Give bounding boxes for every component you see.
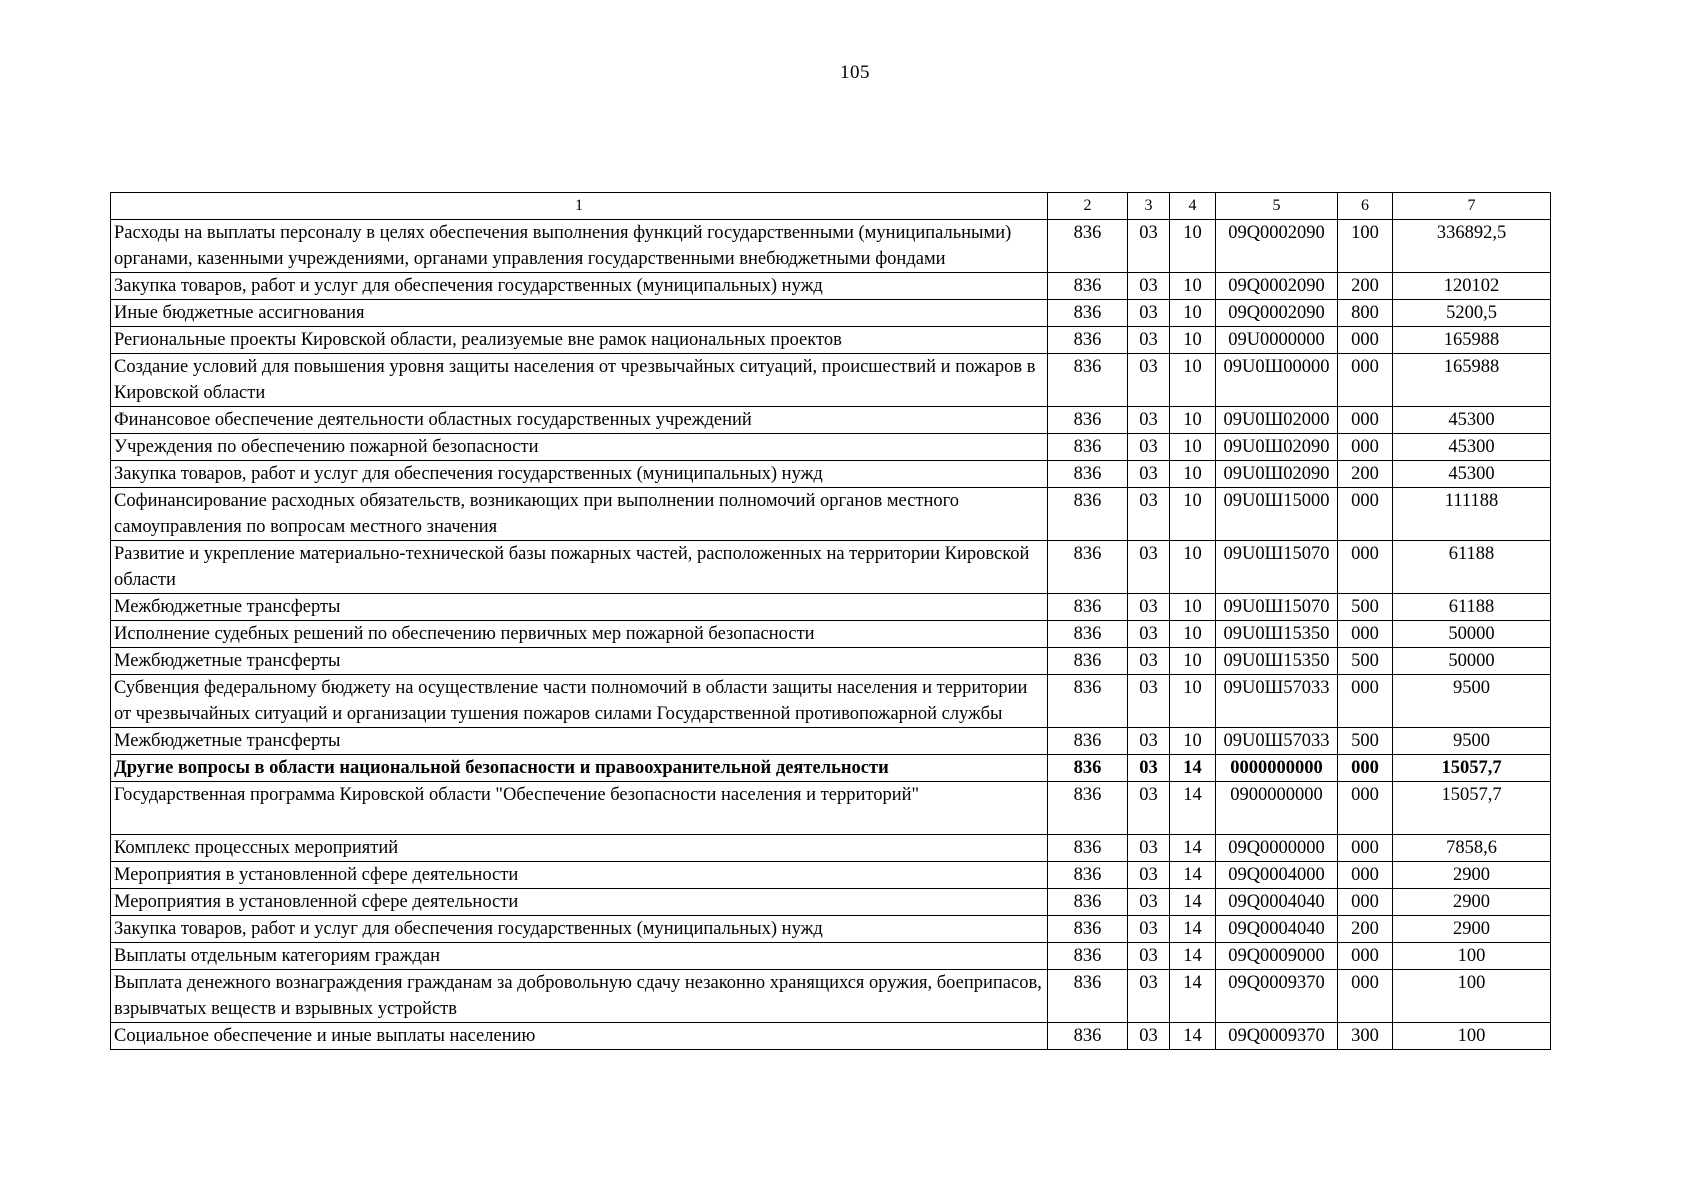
section-code-cell: 03 — [1128, 407, 1170, 434]
expense-type-cell: 000 — [1338, 407, 1393, 434]
subsection-code-cell: 10 — [1170, 407, 1216, 434]
amount-cell: 50000 — [1393, 621, 1551, 648]
target-article-cell: 09U0Ш15000 — [1216, 488, 1338, 541]
row-name-cell: Создание условий для повышения уровня защиты населения от чрезвычайных ситуаций, происшествий и пожаров в Кировской области — [111, 354, 1048, 407]
row-name-cell: Выплата денежного вознаграждения гражданам за добровольную сдачу незаконно хранящихся оружия, боеприпасов, взрывчатых веществ и взрывных устройств — [111, 970, 1048, 1023]
section-code-cell: 03 — [1128, 889, 1170, 916]
expense-type-cell: 000 — [1338, 943, 1393, 970]
subsection-code-cell: 14 — [1170, 782, 1216, 835]
row-name-cell: Расходы на выплаты персоналу в целях обеспечения выполнения функций государственными (муниципальными) органами, казенными учреждениями, органами управления государственными внебюджетными фондами — [111, 220, 1048, 273]
chapter-code-cell: 836 — [1048, 327, 1128, 354]
header-cell: 5 — [1216, 193, 1338, 220]
target-article-cell: 09U0Ш15350 — [1216, 621, 1338, 648]
page-number: 105 — [840, 62, 870, 83]
amount-cell: 100 — [1393, 970, 1551, 1023]
table-row — [111, 889, 1551, 916]
amount-cell: 9500 — [1393, 675, 1551, 728]
table-row — [111, 461, 1551, 488]
chapter-code-cell: 836 — [1048, 541, 1128, 594]
target-article-cell: 09U0000000 — [1216, 327, 1338, 354]
subsection-code-cell: 10 — [1170, 621, 1216, 648]
target-article-cell: 09Q0009370 — [1216, 1023, 1338, 1050]
amount-cell: 2900 — [1393, 889, 1551, 916]
subsection-code-cell: 14 — [1170, 970, 1216, 1023]
section-code-cell: 03 — [1128, 541, 1170, 594]
target-article-cell: 09U0Ш00000 — [1216, 354, 1338, 407]
section-code-cell: 03 — [1128, 916, 1170, 943]
target-article-cell: 09U0Ш15070 — [1216, 541, 1338, 594]
amount-cell: 61188 — [1393, 594, 1551, 621]
table-row — [111, 675, 1551, 728]
section-code-cell: 03 — [1128, 943, 1170, 970]
chapter-code-cell: 836 — [1048, 916, 1128, 943]
amount-cell: 165988 — [1393, 354, 1551, 407]
expense-type-cell: 200 — [1338, 916, 1393, 943]
row-name-cell: Межбюджетные трансферты — [111, 728, 1048, 755]
expense-type-cell: 000 — [1338, 541, 1393, 594]
target-article-cell: 09U0Ш02090 — [1216, 461, 1338, 488]
expense-type-cell: 000 — [1338, 488, 1393, 541]
amount-cell: 50000 — [1393, 648, 1551, 675]
expense-type-cell: 000 — [1338, 675, 1393, 728]
section-code-cell: 03 — [1128, 970, 1170, 1023]
row-name-cell: Закупка товаров, работ и услуг для обеспечения государственных (муниципальных) нужд — [111, 916, 1048, 943]
table-row — [111, 728, 1551, 755]
row-name-cell: Региональные проекты Кировской области, реализуемые вне рамок национальных проектов — [111, 327, 1048, 354]
expense-type-cell: 100 — [1338, 220, 1393, 273]
row-name-cell: Развитие и укрепление материально-технической базы пожарных частей, расположенных на территории Кировской области — [111, 541, 1048, 594]
chapter-code-cell: 836 — [1048, 488, 1128, 541]
subsection-code-cell: 14 — [1170, 916, 1216, 943]
chapter-code-cell: 836 — [1048, 782, 1128, 835]
target-article-cell: 09Q0002090 — [1216, 273, 1338, 300]
table-row — [111, 488, 1551, 541]
chapter-code-cell: 836 — [1048, 594, 1128, 621]
row-name-cell: Межбюджетные трансферты — [111, 594, 1048, 621]
chapter-code-cell: 836 — [1048, 1023, 1128, 1050]
table-row — [111, 782, 1551, 835]
subsection-code-cell: 10 — [1170, 434, 1216, 461]
target-article-cell: 09Q0002090 — [1216, 220, 1338, 273]
chapter-code-cell: 836 — [1048, 220, 1128, 273]
target-article-cell: 09U0Ш02000 — [1216, 407, 1338, 434]
table-row — [111, 541, 1551, 594]
target-article-cell: 09Q0004040 — [1216, 916, 1338, 943]
section-code-cell: 03 — [1128, 782, 1170, 835]
header-cell: 3 — [1128, 193, 1170, 220]
table-row — [111, 621, 1551, 648]
chapter-code-cell: 836 — [1048, 407, 1128, 434]
amount-cell: 45300 — [1393, 461, 1551, 488]
table-row — [111, 594, 1551, 621]
header-cell: 2 — [1048, 193, 1128, 220]
section-code-cell: 03 — [1128, 675, 1170, 728]
subsection-code-cell: 10 — [1170, 488, 1216, 541]
amount-cell: 120102 — [1393, 273, 1551, 300]
amount-cell: 2900 — [1393, 862, 1551, 889]
table-row — [111, 354, 1551, 407]
expense-type-cell: 800 — [1338, 300, 1393, 327]
target-article-cell: 09Q0000000 — [1216, 835, 1338, 862]
chapter-code-cell: 836 — [1048, 862, 1128, 889]
target-article-cell: 0000000000 — [1216, 755, 1338, 782]
expense-type-cell: 000 — [1338, 889, 1393, 916]
chapter-code-cell: 836 — [1048, 273, 1128, 300]
amount-cell: 111188 — [1393, 488, 1551, 541]
amount-cell: 336892,5 — [1393, 220, 1551, 273]
chapter-code-cell: 836 — [1048, 728, 1128, 755]
section-code-cell: 03 — [1128, 434, 1170, 461]
table-row — [111, 300, 1551, 327]
row-name-cell: Финансовое обеспечение деятельности областных государственных учреждений — [111, 407, 1048, 434]
target-article-cell: 09U0Ш15350 — [1216, 648, 1338, 675]
section-code-cell: 03 — [1128, 835, 1170, 862]
target-article-cell: 09U0Ш02090 — [1216, 434, 1338, 461]
row-name-cell: Государственная программа Кировской области "Обеспечение безопасности населения и территорий" — [111, 782, 1048, 835]
table-row — [111, 327, 1551, 354]
row-name-cell: Софинансирование расходных обязательств, возникающих при выполнении полномочий органов местного самоуправления по вопросам местного значения — [111, 488, 1048, 541]
target-article-cell: 09U0Ш15070 — [1216, 594, 1338, 621]
table-row — [111, 648, 1551, 675]
section-code-cell: 03 — [1128, 300, 1170, 327]
chapter-code-cell: 836 — [1048, 300, 1128, 327]
row-name-cell: Закупка товаров, работ и услуг для обеспечения государственных (муниципальных) нужд — [111, 461, 1048, 488]
table-row — [111, 220, 1551, 273]
target-article-cell: 09Q0009000 — [1216, 943, 1338, 970]
table-header-row — [111, 193, 1551, 220]
row-name-cell: Субвенция федеральному бюджету на осуществление части полномочий в области защиты населения и территории от чрезвычайных ситуаций и организации тушения пожаров силами Государственной противопожарной службы — [111, 675, 1048, 728]
chapter-code-cell: 836 — [1048, 354, 1128, 407]
subsection-code-cell: 14 — [1170, 755, 1216, 782]
row-name-cell: Межбюджетные трансферты — [111, 648, 1048, 675]
chapter-code-cell: 836 — [1048, 675, 1128, 728]
row-name-cell: Мероприятия в установленной сфере деятельности — [111, 862, 1048, 889]
amount-cell: 2900 — [1393, 916, 1551, 943]
expense-type-cell: 000 — [1338, 434, 1393, 461]
subsection-code-cell: 10 — [1170, 327, 1216, 354]
chapter-code-cell: 836 — [1048, 970, 1128, 1023]
chapter-code-cell: 836 — [1048, 648, 1128, 675]
subsection-code-cell: 10 — [1170, 461, 1216, 488]
row-name-cell: Закупка товаров, работ и услуг для обеспечения государственных (муниципальных) нужд — [111, 273, 1048, 300]
table-row — [111, 943, 1551, 970]
section-code-cell: 03 — [1128, 648, 1170, 675]
amount-cell: 45300 — [1393, 434, 1551, 461]
expense-type-cell: 000 — [1338, 327, 1393, 354]
subsection-code-cell: 14 — [1170, 1023, 1216, 1050]
amount-cell: 15057,7 — [1393, 755, 1551, 782]
amount-cell: 7858,6 — [1393, 835, 1551, 862]
chapter-code-cell: 836 — [1048, 943, 1128, 970]
chapter-code-cell: 836 — [1048, 835, 1128, 862]
table-row — [111, 1023, 1551, 1050]
chapter-code-cell: 836 — [1048, 889, 1128, 916]
header-cell: 7 — [1393, 193, 1551, 220]
row-name-cell: Комплекс процессных мероприятий — [111, 835, 1048, 862]
section-code-cell: 03 — [1128, 461, 1170, 488]
expense-type-cell: 000 — [1338, 354, 1393, 407]
expense-type-cell: 500 — [1338, 728, 1393, 755]
section-code-cell: 03 — [1128, 220, 1170, 273]
target-article-cell: 0900000000 — [1216, 782, 1338, 835]
section-code-cell: 03 — [1128, 862, 1170, 889]
target-article-cell: 09U0Ш57033 — [1216, 675, 1338, 728]
row-name-cell: Исполнение судебных решений по обеспечению первичных мер пожарной безопасности — [111, 621, 1048, 648]
amount-cell: 100 — [1393, 1023, 1551, 1050]
subsection-code-cell: 10 — [1170, 541, 1216, 594]
table-row — [111, 273, 1551, 300]
row-name-cell: Социальное обеспечение и иные выплаты населению — [111, 1023, 1048, 1050]
subsection-code-cell: 10 — [1170, 273, 1216, 300]
target-article-cell: 09U0Ш57033 — [1216, 728, 1338, 755]
row-name-cell: Мероприятия в установленной сфере деятельности — [111, 889, 1048, 916]
amount-cell: 5200,5 — [1393, 300, 1551, 327]
row-name-cell: Иные бюджетные ассигнования — [111, 300, 1048, 327]
row-name-cell: Другие вопросы в области национальной безопасности и правоохранительной деятельности — [111, 755, 1048, 782]
subsection-code-cell: 10 — [1170, 220, 1216, 273]
chapter-code-cell: 836 — [1048, 621, 1128, 648]
target-article-cell: 09Q0002090 — [1216, 300, 1338, 327]
section-code-cell: 03 — [1128, 621, 1170, 648]
table-row — [111, 862, 1551, 889]
chapter-code-cell: 836 — [1048, 434, 1128, 461]
table-row — [111, 916, 1551, 943]
header-cell: 1 — [111, 193, 1048, 220]
expense-type-cell: 200 — [1338, 273, 1393, 300]
row-name-cell: Учреждения по обеспечению пожарной безопасности — [111, 434, 1048, 461]
expense-type-cell: 200 — [1338, 461, 1393, 488]
chapter-code-cell: 836 — [1048, 755, 1128, 782]
section-code-cell: 03 — [1128, 1023, 1170, 1050]
row-name-cell: Выплаты отдельным категориям граждан — [111, 943, 1048, 970]
amount-cell: 9500 — [1393, 728, 1551, 755]
amount-cell: 61188 — [1393, 541, 1551, 594]
subsection-code-cell: 10 — [1170, 354, 1216, 407]
table-row — [111, 970, 1551, 1023]
expense-type-cell: 500 — [1338, 594, 1393, 621]
header-cell: 6 — [1338, 193, 1393, 220]
expense-type-cell: 000 — [1338, 755, 1393, 782]
subsection-code-cell: 10 — [1170, 648, 1216, 675]
table-row — [111, 835, 1551, 862]
subsection-code-cell: 10 — [1170, 594, 1216, 621]
subsection-code-cell: 14 — [1170, 889, 1216, 916]
target-article-cell: 09Q0009370 — [1216, 970, 1338, 1023]
table-row — [111, 755, 1551, 782]
expense-type-cell: 000 — [1338, 621, 1393, 648]
chapter-code-cell: 836 — [1048, 461, 1128, 488]
expense-type-cell: 000 — [1338, 782, 1393, 835]
section-code-cell: 03 — [1128, 594, 1170, 621]
expense-type-cell: 500 — [1338, 648, 1393, 675]
expense-type-cell: 000 — [1338, 862, 1393, 889]
subsection-code-cell: 14 — [1170, 835, 1216, 862]
expense-type-cell: 300 — [1338, 1023, 1393, 1050]
expense-type-cell: 000 — [1338, 970, 1393, 1023]
section-code-cell: 03 — [1128, 728, 1170, 755]
subsection-code-cell: 14 — [1170, 943, 1216, 970]
subsection-code-cell: 10 — [1170, 675, 1216, 728]
amount-cell: 45300 — [1393, 407, 1551, 434]
amount-cell: 100 — [1393, 943, 1551, 970]
header-cell: 4 — [1170, 193, 1216, 220]
section-code-cell: 03 — [1128, 354, 1170, 407]
amount-cell: 165988 — [1393, 327, 1551, 354]
budget-table — [110, 192, 1551, 1050]
expense-type-cell: 000 — [1338, 835, 1393, 862]
subsection-code-cell: 14 — [1170, 862, 1216, 889]
subsection-code-cell: 10 — [1170, 728, 1216, 755]
section-code-cell: 03 — [1128, 755, 1170, 782]
table-row — [111, 434, 1551, 461]
section-code-cell: 03 — [1128, 488, 1170, 541]
target-article-cell: 09Q0004040 — [1216, 889, 1338, 916]
section-code-cell: 03 — [1128, 327, 1170, 354]
section-code-cell: 03 — [1128, 273, 1170, 300]
amount-cell: 15057,7 — [1393, 782, 1551, 835]
subsection-code-cell: 10 — [1170, 300, 1216, 327]
target-article-cell: 09Q0004000 — [1216, 862, 1338, 889]
table-row — [111, 407, 1551, 434]
